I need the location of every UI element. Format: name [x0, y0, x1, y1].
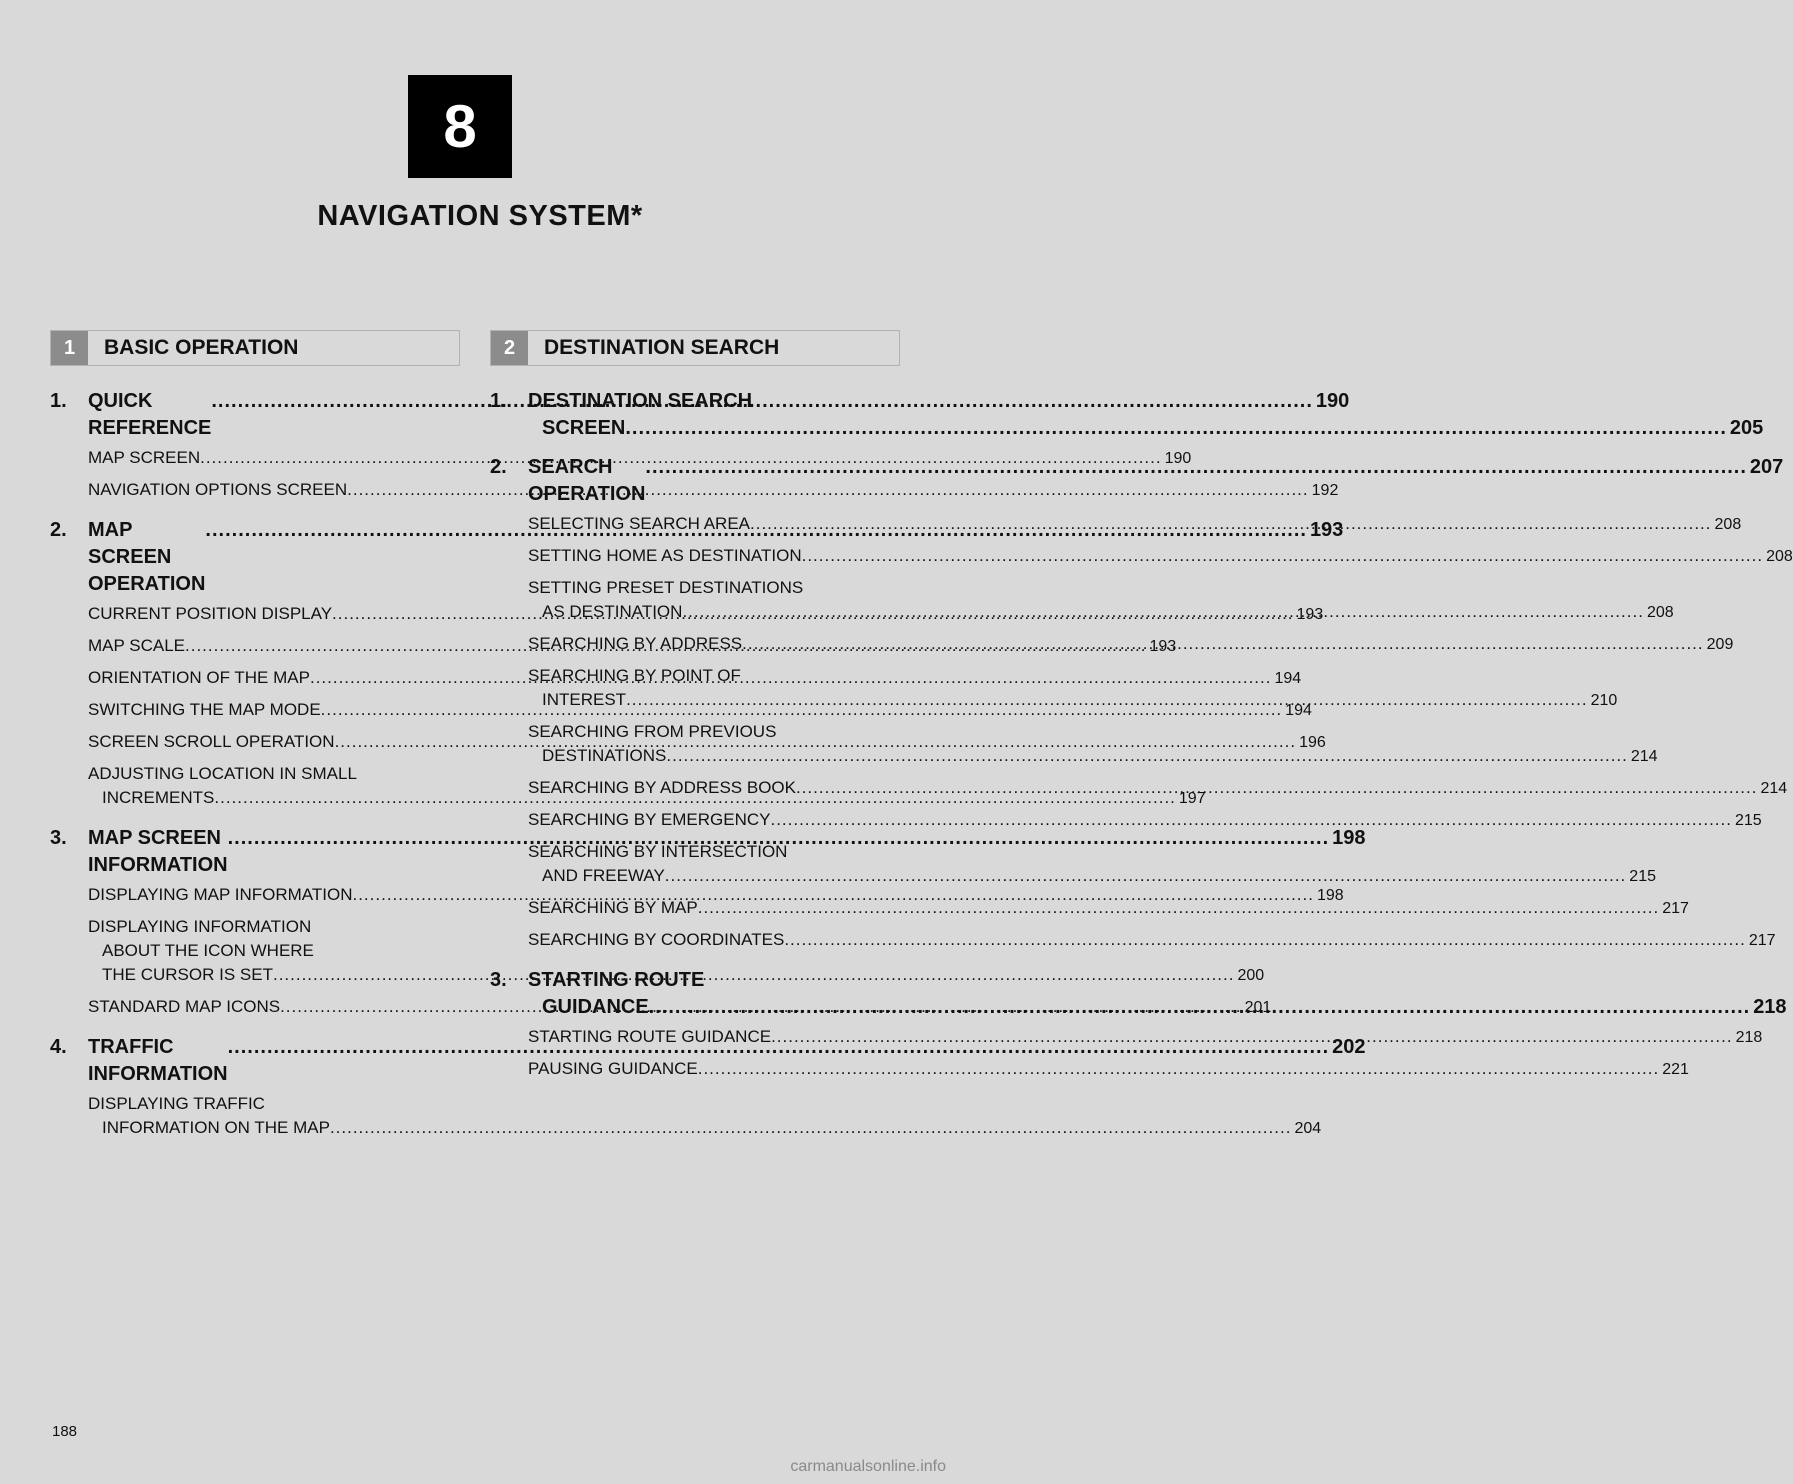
- toc-page-number: 193: [1309, 519, 1344, 541]
- dot-leader: [330, 1116, 1292, 1140]
- toc-main-title: DESTINATION SEARCH: [528, 390, 753, 412]
- toc-sub-title: ORIENTATION OF THE MAP: [88, 668, 310, 687]
- toc-sub-title: SEARCHING BY ADDRESS BOOK: [528, 778, 796, 797]
- toc-page-number: 208: [1766, 548, 1793, 565]
- toc-page-number: 207: [1749, 456, 1784, 478]
- toc-page-number: 204: [1294, 1120, 1322, 1137]
- toc-sub-title: AND FREEWAY: [542, 866, 665, 885]
- toc-main-title: QUICK REFERENCE: [88, 390, 212, 439]
- toc-main-title-block: [528, 967, 1787, 1021]
- toc-sub-title: STARTING ROUTE GUIDANCE: [528, 1027, 772, 1046]
- toc-main-title: SCREEN: [542, 417, 626, 439]
- toc-main-title: MAP SCREEN OPERATION: [88, 519, 206, 595]
- toc-main-number: 2.: [50, 519, 67, 541]
- chapter-title: NAVIGATION SYSTEM*: [317, 200, 643, 232]
- toc-main-number: 3.: [490, 969, 507, 991]
- toc-page-number: 210: [1590, 692, 1618, 709]
- toc-main-title-block: [528, 454, 1783, 508]
- toc-sub-title: CURRENT POSITION DISPLAY: [88, 604, 333, 623]
- toc-sub-entry: [88, 446, 1192, 471]
- toc-main-title-lines: [528, 967, 1787, 1021]
- toc-main-title-lines: [528, 388, 1763, 442]
- toc-main-title: SEARCH OPERATION: [528, 456, 646, 505]
- toc-sub-entry: [528, 1057, 1689, 1082]
- toc-sub-title: NAVIGATION OPTIONS SCREEN: [88, 480, 348, 499]
- toc-sub-title: INFORMATION ON THE MAP: [102, 1118, 330, 1137]
- toc-sub-entry: [88, 1092, 1322, 1141]
- dot-leader: [625, 415, 1727, 442]
- toc-sub-title: SEARCHING BY MAP: [528, 898, 698, 917]
- dot-leader: [645, 454, 1747, 481]
- toc-page-number: 190: [1164, 450, 1192, 467]
- toc-page-number: 200: [1237, 967, 1265, 984]
- toc-sub-row: [528, 720, 900, 744]
- dot-leader: [682, 600, 1644, 624]
- toc-sub-title: THE CURSOR IS SET: [102, 965, 273, 984]
- section-title: BASIC OPERATION: [104, 336, 299, 359]
- toc-page-number: 197: [1178, 790, 1206, 807]
- toc-sub-row: [88, 939, 460, 963]
- toc-main-number: 4.: [50, 1036, 67, 1058]
- toc-sub-title: DESTINATIONS: [542, 746, 667, 765]
- toc-sub-entry: [528, 808, 1762, 833]
- toc-sub-title: ADJUSTING LOCATION IN SMALL: [88, 764, 357, 783]
- toc-page-number: 209: [1706, 636, 1734, 653]
- toc-page-number: 208: [1714, 516, 1742, 533]
- dot-leader: [771, 1025, 1733, 1049]
- toc-sub-title: SEARCHING FROM PREVIOUS: [528, 722, 777, 741]
- page-number: 188: [52, 1423, 78, 1440]
- toc-sub-row: [528, 808, 1762, 833]
- chapter-number: 8: [443, 93, 477, 160]
- toc-main-title: GUIDANCE: [542, 996, 649, 1018]
- toc-sub-title: SEARCHING BY ADDRESS: [528, 634, 743, 653]
- toc-sub-row: [528, 1057, 1689, 1082]
- toc-sub-row: [528, 544, 1793, 569]
- dot-leader: [626, 688, 1588, 712]
- toc-page-number: 193: [1296, 606, 1324, 623]
- toc-sub-title: DISPLAYING TRAFFIC: [88, 1094, 265, 1113]
- toc-page-number: 202: [1332, 1036, 1366, 1058]
- toc-main-title-row: [528, 994, 1787, 1021]
- toc-sub-row: [528, 896, 1689, 921]
- section-number: 2: [491, 331, 528, 365]
- toc-sub-row: [528, 864, 1656, 889]
- toc-main-number: 2.: [490, 456, 507, 478]
- toc-sub-title: SCREEN SCROLL OPERATION: [88, 732, 335, 751]
- toc-sub-list: [88, 1092, 1322, 1141]
- toc-page-number: 196: [1299, 734, 1326, 751]
- toc-sub-title: SEARCHING BY INTERSECTION: [528, 842, 788, 861]
- toc-page-number: 208: [1646, 604, 1674, 621]
- toc-sub-row: [528, 840, 900, 864]
- toc-page-number: 215: [1629, 868, 1656, 885]
- toc-page-number: 193: [1149, 638, 1177, 655]
- toc-page-number: 190: [1315, 390, 1350, 412]
- dot-leader: [750, 512, 1712, 536]
- toc-page-number: 198: [1316, 887, 1344, 904]
- toc-page-number: 194: [1285, 702, 1312, 719]
- toc-main-title: TRAFFIC INFORMATION: [88, 1036, 228, 1085]
- toc-page-number: 214: [1630, 748, 1658, 765]
- toc-sub-title: SEARCHING BY EMERGENCY: [528, 810, 771, 829]
- toc-sub-row: [528, 664, 900, 688]
- section-header: [50, 330, 460, 366]
- toc-page-number: 218: [1735, 1029, 1763, 1046]
- dot-leader: [649, 994, 1751, 1021]
- dot-leader: [698, 896, 1660, 920]
- chapter-number-box: [408, 75, 512, 178]
- toc-sub-title: SWITCHING THE MAP MODE: [88, 700, 321, 719]
- dot-leader: [802, 544, 1764, 568]
- dot-leader: [784, 928, 1746, 952]
- toc-main-title-row: [528, 415, 1763, 442]
- toc-page-number: 217: [1662, 900, 1689, 917]
- toc-sub-title: INCREMENTS: [102, 788, 215, 807]
- toc-sub-title: MAP SCREEN: [88, 448, 201, 467]
- toc-sub-title: INTEREST: [542, 690, 627, 709]
- toc-page-number: 221: [1662, 1061, 1689, 1078]
- toc-main-title: MAP SCREEN INFORMATION: [88, 827, 228, 876]
- toc-page-number: 201: [1244, 999, 1272, 1016]
- dot-leader: [665, 864, 1627, 888]
- toc-page-number: 218: [1753, 996, 1787, 1018]
- toc-sub-title: SETTING HOME AS DESTINATION: [528, 546, 802, 565]
- section-title: DESTINATION SEARCH: [544, 336, 780, 359]
- toc-page-number: 192: [1311, 482, 1339, 499]
- toc-main-number: 3.: [50, 827, 67, 849]
- dot-leader: [666, 744, 1628, 768]
- toc-sub-title: PAUSING GUIDANCE: [528, 1059, 698, 1078]
- dot-leader: [770, 808, 1732, 832]
- toc-page-number: 198: [1332, 827, 1366, 849]
- toc-sub-title: ABOUT THE ICON WHERE: [102, 941, 314, 960]
- toc-main-number: 1.: [490, 390, 507, 412]
- dot-leader: [796, 776, 1758, 800]
- toc-sub-row: [528, 928, 1776, 953]
- toc-main-number: 1.: [50, 390, 67, 412]
- toc-sub-title: SEARCHING BY COORDINATES: [528, 930, 785, 949]
- toc-sub-title: SEARCHING BY POINT OF: [528, 666, 741, 685]
- toc-sub-entry: [528, 928, 1776, 953]
- toc-sub-entry: [528, 896, 1689, 921]
- toc-page-number: 217: [1748, 932, 1776, 949]
- section-header: [490, 330, 900, 366]
- toc-sub-row: [528, 576, 900, 600]
- toc-sub-row: [88, 1116, 1322, 1141]
- toc-sub-title: SETTING PRESET DESTINATIONS: [528, 578, 804, 597]
- toc-sub-row: [88, 446, 1192, 471]
- toc-sub-title: SELECTING SEARCH AREA: [528, 514, 751, 533]
- toc-sub-row: [88, 915, 460, 939]
- toc-sub-title: STANDARD MAP ICONS: [88, 997, 281, 1016]
- toc-sub-title: DISPLAYING INFORMATION: [88, 917, 312, 936]
- toc-sub-title: MAP SCALE: [88, 636, 186, 655]
- toc-main-title-block: [528, 388, 1763, 442]
- toc-sub-row: [88, 762, 460, 786]
- toc-sub-row: [88, 1092, 460, 1116]
- section-number: 1: [51, 331, 88, 365]
- toc-sub-row: [528, 744, 1658, 769]
- toc-page-number: 205: [1729, 417, 1764, 439]
- toc-page-number: 214: [1760, 780, 1788, 797]
- dot-leader: [698, 1057, 1660, 1081]
- toc-page-number: 194: [1274, 670, 1302, 687]
- toc-main-title: STARTING ROUTE: [528, 969, 705, 991]
- toc-sub-entry: [528, 544, 1793, 569]
- toc-page-number: 215: [1734, 812, 1762, 829]
- dot-leader: [742, 632, 1704, 656]
- toc-sub-title: AS DESTINATION: [542, 602, 683, 621]
- toc-sub-entry: [528, 840, 1656, 889]
- toc-sub-title: DISPLAYING MAP INFORMATION: [88, 885, 353, 904]
- watermark: carmanualsonline.info: [790, 1458, 946, 1475]
